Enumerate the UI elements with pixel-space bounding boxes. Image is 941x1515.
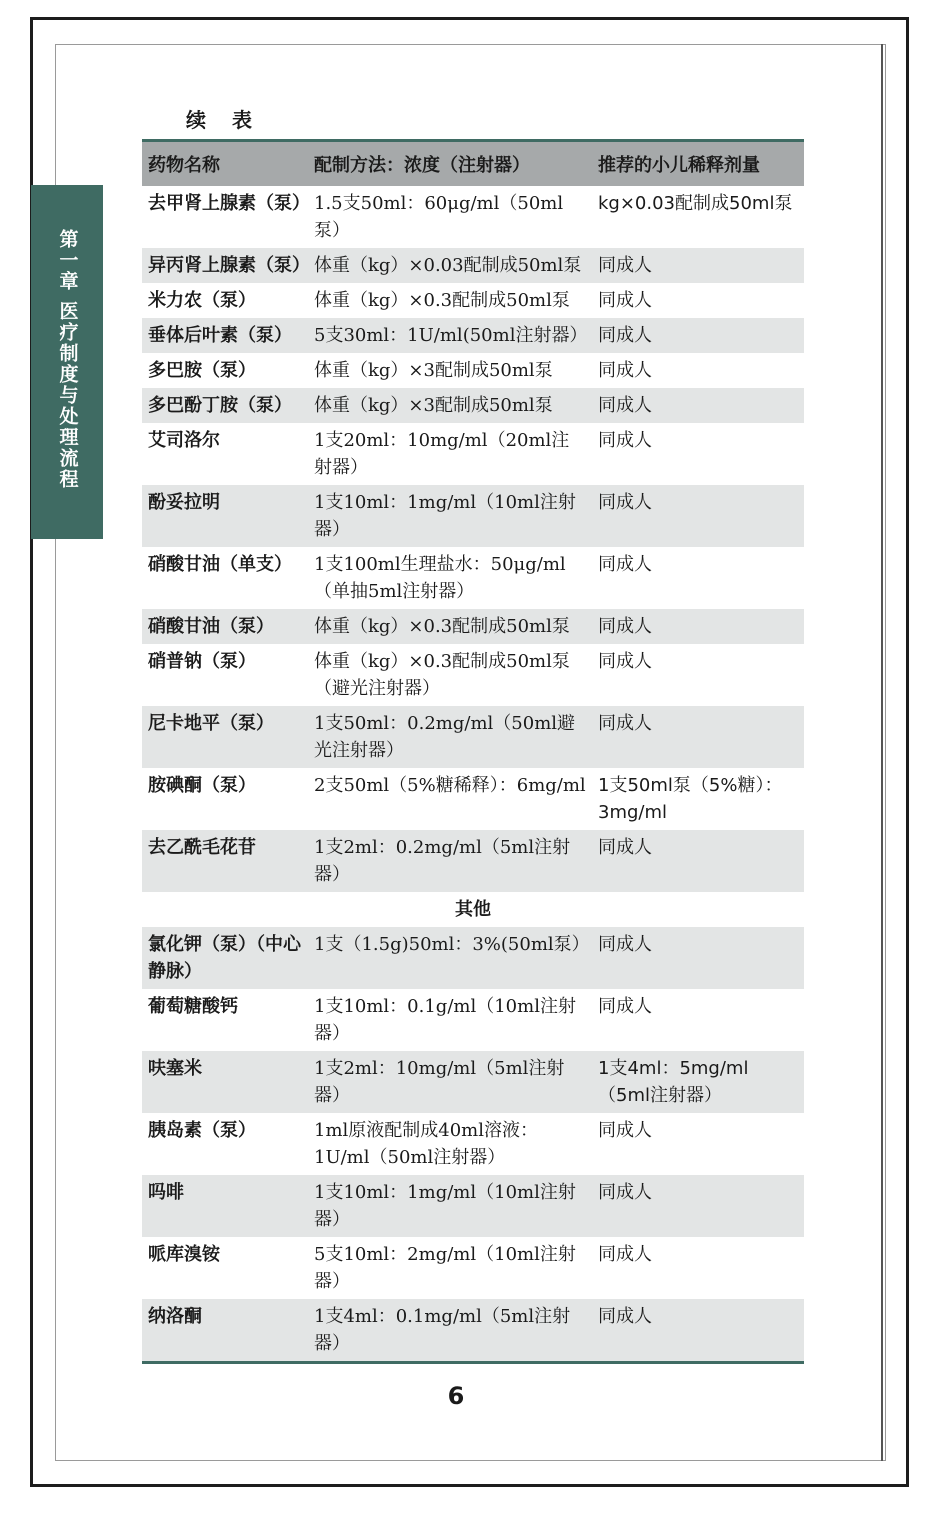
chapter-side-tab	[31, 185, 103, 539]
table-row	[142, 989, 804, 1051]
drug-name-cell: 硝酸甘油（泵）	[142, 609, 308, 644]
pediatric-dose-cell: 同成人	[592, 1299, 804, 1363]
preparation-method-cell: 1支2ml：10mg/ml（5ml注射器）	[308, 1051, 592, 1113]
pediatric-dose-cell: 同成人	[592, 927, 804, 989]
table-row	[142, 318, 804, 353]
table-row	[142, 1175, 804, 1237]
drug-name-cell: 垂体后叶素（泵）	[142, 318, 308, 353]
table-row	[142, 1299, 804, 1363]
drug-name-cell: 异丙肾上腺素（泵）	[142, 248, 308, 283]
pediatric-dose-cell: 同成人	[598, 554, 652, 575]
drug-name-cell: 哌库溴铵	[148, 1244, 220, 1265]
drug-name-cell: 氯化钾（泵）（中心静脉）	[142, 927, 308, 989]
table-row	[142, 423, 804, 485]
drug-name-cell: 去乙酰毛花苷	[142, 830, 308, 892]
drug-name-cell: 呋塞米	[142, 1051, 308, 1113]
table-row	[142, 927, 804, 989]
table-row	[142, 547, 804, 609]
table-row	[142, 485, 804, 547]
header-drug-name: 药物名称	[142, 141, 308, 187]
table-row	[142, 830, 804, 892]
page-number: 6	[447, 1382, 465, 1410]
header-preparation-method: 配制方法：浓度（注射器）	[308, 141, 592, 187]
drug-name-cell: 吗啡	[142, 1175, 308, 1237]
table-header-row	[142, 141, 804, 187]
preparation-method-cell: 1支10ml：1mg/ml（10ml注射器）	[308, 1175, 592, 1237]
drug-name-cell: 酚妥拉明	[142, 485, 308, 547]
drug-name-cell: 米力农（泵）	[148, 290, 256, 311]
preparation-method-cell: 2支50ml（5%糖稀释）：6mg/ml	[314, 775, 586, 796]
preparation-method-cell: 体重（kg）×3配制成50ml泵	[308, 388, 592, 423]
preparation-method-cell: 体重（kg）×3配制成50ml泵	[314, 360, 553, 381]
preparation-method-cell: 1ml原液配制成40ml溶液：1U/ml（50ml注射器）	[314, 1120, 539, 1168]
pediatric-dose-cell: 同成人	[598, 651, 652, 672]
drug-name-cell: 硝酸甘油（单支）	[148, 554, 292, 575]
table-row	[142, 388, 804, 423]
drug-name-cell: 尼卡地平（泵）	[142, 706, 308, 768]
table-row	[142, 609, 804, 644]
table-row	[142, 186, 804, 248]
pediatric-dose-cell: 同成人	[592, 706, 804, 768]
preparation-method-cell: 体重（kg）×0.3配制成50ml泵（避光注射器）	[314, 651, 570, 699]
drug-name-cell: 硝普钠（泵）	[148, 651, 256, 672]
pediatric-dose-cell: 同成人	[592, 830, 804, 892]
pediatric-dose-cell: 同成人	[592, 248, 804, 283]
pediatric-dose-cell: 同成人	[598, 1120, 652, 1141]
table-row	[142, 706, 804, 768]
drug-name-cell: 葡萄糖酸钙	[148, 996, 238, 1017]
section-row-other	[142, 892, 804, 927]
pediatric-dose-cell: 同成人	[592, 485, 804, 547]
table-row	[142, 1237, 804, 1299]
table-row	[142, 248, 804, 283]
preparation-method-cell: 1支100ml生理盐水：50μg/ml（单抽5ml注射器）	[314, 554, 566, 602]
preparation-method-cell: 5支10ml：2mg/ml（10ml注射器）	[314, 1244, 576, 1292]
pediatric-dose-cell: 同成人	[598, 290, 652, 311]
pediatric-dose-cell: 同成人	[592, 1175, 804, 1237]
table-row	[142, 644, 804, 706]
section-label-other: 其他	[455, 899, 491, 920]
preparation-method-cell: 5支30ml：1U/ml(50ml注射器）	[308, 318, 592, 353]
table-row	[142, 1113, 804, 1175]
preparation-method-cell: 1支20ml：10mg/ml（20ml注射器）	[314, 430, 570, 478]
preparation-method-cell: 1支（1.5g)50ml：3%(50ml泵）	[308, 927, 592, 989]
drug-name-cell: 多巴胺（泵）	[148, 360, 256, 381]
drug-dilution-table	[142, 139, 804, 1364]
pediatric-dose-cell: 同成人	[598, 1244, 652, 1265]
pediatric-dose-cell: 同成人	[598, 996, 652, 1017]
pediatric-dose-cell: 同成人	[598, 430, 652, 451]
preparation-method-cell: 1支10ml：0.1g/ml（10ml注射器）	[314, 996, 576, 1044]
header-pediatric-dose: 推荐的小儿稀释剂量	[592, 141, 804, 187]
preparation-method-cell: 1.5支50ml：60μg/ml（50ml泵）	[314, 193, 564, 241]
drug-name-cell: 去甲肾上腺素（泵）	[148, 193, 310, 214]
right-edge-rule	[881, 44, 883, 1461]
pediatric-dose-cell: 同成人	[592, 609, 804, 644]
drug-name-cell: 多巴酚丁胺（泵）	[142, 388, 308, 423]
drug-name-cell: 胺碘酮（泵）	[148, 775, 256, 796]
drug-name-cell: 艾司洛尔	[148, 430, 220, 451]
preparation-method-cell: 体重（kg）×0.03配制成50ml泵	[308, 248, 592, 283]
chapter-tab-label: 第一章 医疗制度与处理流程	[56, 229, 79, 490]
continued-table-title: 续表	[186, 108, 278, 132]
pediatric-dose-cell: 同成人	[598, 360, 652, 381]
preparation-method-cell: 1支2ml：0.2mg/ml（5ml注射器）	[308, 830, 592, 892]
table-row	[142, 353, 804, 388]
drug-name-cell: 纳洛酮	[142, 1299, 308, 1363]
preparation-method-cell: 1支10ml：1mg/ml（10ml注射器）	[308, 485, 592, 547]
preparation-method-cell: 1支50ml：0.2mg/ml（50ml避光注射器）	[308, 706, 592, 768]
pediatric-dose-cell: 同成人	[592, 318, 804, 353]
preparation-method-cell: 1支4ml：0.1mg/ml（5ml注射器）	[308, 1299, 592, 1363]
drug-name-cell: 胰岛素（泵）	[148, 1120, 256, 1141]
preparation-method-cell: 体重（kg）×0.3配制成50ml泵	[314, 290, 570, 311]
table-row	[142, 768, 804, 830]
pediatric-dose-cell: 1支50ml泵（5%糖）：3mg/ml	[598, 775, 783, 823]
table-row	[142, 283, 804, 318]
table-row	[142, 1051, 804, 1113]
pediatric-dose-cell: 1支4ml：5mg/ml（5ml注射器）	[592, 1051, 804, 1113]
pediatric-dose-cell: 同成人	[592, 388, 804, 423]
pediatric-dose-cell: kg×0.03配制成50ml泵	[598, 193, 793, 214]
preparation-method-cell: 体重（kg）×0.3配制成50ml泵	[308, 609, 592, 644]
